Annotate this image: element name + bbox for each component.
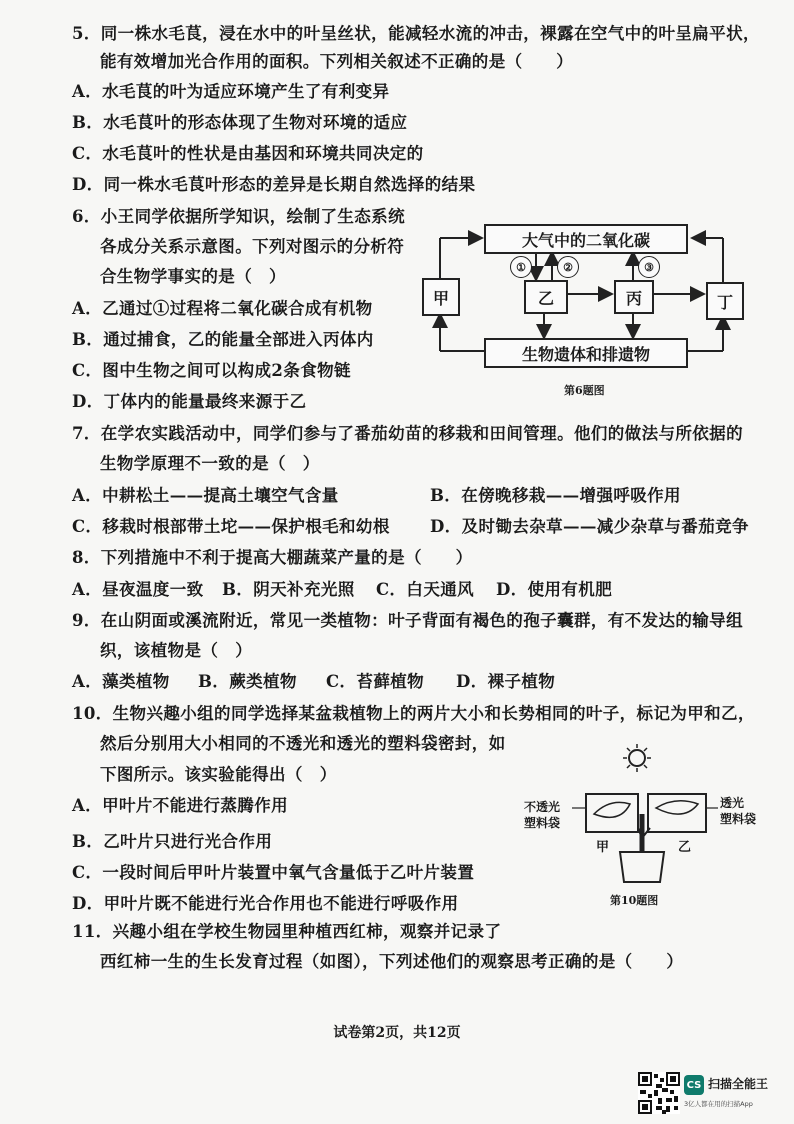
q6-stem-line2: 各成分关系示意图。下列对图示的分析符 <box>100 237 405 256</box>
scanner-brand-subtitle: 3亿人都在用的扫描App <box>684 1100 753 1108</box>
transparent-bag <box>648 794 706 832</box>
q10-option-c: C．一段时间后甲叶片装置中氧气含量低于乙叶片装置 <box>72 863 475 882</box>
q6-diagram <box>418 218 748 398</box>
q6-option-d: D．丁体内的能量最终来源于乙 <box>72 392 307 411</box>
q9-option-a: A．藻类植物 <box>72 672 170 691</box>
flower-pot <box>620 852 664 882</box>
q9-option-d: D．裸子植物 <box>456 672 556 691</box>
q6-option-a: A．乙通过①过程将二氧化碳合成有机物 <box>72 299 373 318</box>
q10-right-label-line2: 塑料袋 <box>720 812 757 826</box>
q10-left-label-line2: 塑料袋 <box>524 816 561 830</box>
sun-icon <box>623 744 651 772</box>
q9-stem-line2: 织，该植物是（ ） <box>100 641 253 660</box>
q8-option-d: D．使用有机肥 <box>496 580 613 599</box>
q5-option-b: B．水毛茛叶的形态体现了生物对环境的适应 <box>72 113 408 132</box>
scanner-brand-title: 扫描全能王 <box>708 1077 769 1091</box>
q10-option-b: B．乙叶片只进行光合作用 <box>72 832 273 851</box>
q6-box-jia: 甲 <box>422 278 460 316</box>
q5-stem-line1: 5．同一株水毛茛，浸在水中的叶呈丝状，能减轻水流的冲击，裸露在空气中的叶呈扁平状， <box>72 24 760 43</box>
q5-stem-line2: 能有效增加光合作用的面积。下列相关叙述不正确的是（ ） <box>100 52 574 71</box>
page-footer: 试卷第2页，共12页 <box>333 1025 461 1041</box>
q5-option-a: A．水毛茛的叶为适应环境产生了有利变异 <box>72 82 390 101</box>
q10-figure <box>524 742 774 912</box>
q7-stem-line2: 生物学原理不一致的是（ ） <box>100 454 320 473</box>
q8-option-b: B．阴天补充光照 <box>222 580 355 599</box>
q6-option-b: B．通过捕食，乙的能量全部进入丙体内 <box>72 330 374 349</box>
q7-stem-line1: 7．在学农实践活动中，同学们参与了番茄幼苗的移栽和田间管理。他们的做法与所依据的 <box>72 424 743 443</box>
q6-stem-line3: 合生物学事实的是（ ） <box>100 267 286 286</box>
opaque-bag <box>586 794 638 832</box>
q9-stem-line1: 9．在山阴面或溪流附近，常见一类植物：叶子背面有褐色的孢子囊群，有不发达的输导组 <box>72 611 743 630</box>
q10-stem-line1: 10．生物兴趣小组的同学选择某盆栽植物上的两片大小和长势相同的叶子，标记为甲和乙， <box>72 704 755 723</box>
q10-figure-caption: 第10题图 <box>610 894 659 907</box>
q10-stem-line2: 然后分别用大小相同的不透光和透光的塑料袋密封，如 <box>100 734 506 753</box>
q7-option-d: D．及时锄去杂草——减少杂草与番茄竞争 <box>430 517 749 536</box>
qr-code-icon <box>638 1072 680 1114</box>
q10-label-jia: 甲 <box>596 840 610 855</box>
q6-stem-line1: 6．小王同学依据所学知识，绘制了生态系统 <box>72 207 405 226</box>
q8-option-c: C．白天通风 <box>376 580 475 599</box>
q10-stem-line3: 下图所示。该实验能得出（ ） <box>100 765 337 784</box>
q8-option-a: A．昼夜温度一致 <box>72 580 204 599</box>
q11-stem-line2: 西红柿一生的生长发育过程（如图），下列述他们的观察思考正确的是（ ） <box>100 952 684 971</box>
q6-box-bing: 丙 <box>614 280 654 314</box>
q10-option-d: D．甲叶片既不能进行光合作用也不能进行呼吸作用 <box>72 894 459 913</box>
q6-process-3: ③ <box>638 256 660 278</box>
q7-option-b: B．在傍晚移栽——增强呼吸作用 <box>430 486 681 505</box>
q6-box-atmosphere-co2: 大气中的二氧化碳 <box>484 224 688 254</box>
q8-stem-line1: 8．下列措施中不利于提高大棚蔬菜产量的是（ ） <box>72 548 473 567</box>
q10-left-label-line1: 不透光 <box>524 800 561 814</box>
q7-option-c: C．移栽时根部带土坨——保护根毛和幼根 <box>72 517 390 536</box>
q5-option-c: C．水毛茛叶的性状是由基因和环境共同决定的 <box>72 144 424 163</box>
q10-right-label-line1: 透光 <box>720 796 745 810</box>
q9-option-c: C．苔藓植物 <box>326 672 425 691</box>
q6-option-c: C．图中生物之间可以构成2条食物链 <box>72 361 351 380</box>
q6-process-2: ② <box>557 256 579 278</box>
q9-option-b: B．蕨类植物 <box>198 672 297 691</box>
q6-figure-caption: 第6题图 <box>564 384 605 397</box>
q6-process-1: ① <box>510 256 532 278</box>
q10-option-a: A．甲叶片不能进行蒸腾作用 <box>72 796 289 815</box>
q11-stem-line1: 11．兴趣小组在学校生物园里种植西红柿，观察并记录了 <box>72 922 502 941</box>
q10-label-yi: 乙 <box>678 840 692 855</box>
q6-box-ding: 丁 <box>706 282 744 320</box>
q7-option-a: A．中耕松土——提高土壤空气含量 <box>72 486 339 505</box>
camscanner-logo-icon: CS <box>684 1075 704 1095</box>
q5-option-d: D．同一株水毛茛叶形态的差异是长期自然选择的结果 <box>72 175 476 194</box>
q6-box-yi: 乙 <box>524 280 568 314</box>
q6-box-remains: 生物遗体和排遗物 <box>484 338 688 368</box>
